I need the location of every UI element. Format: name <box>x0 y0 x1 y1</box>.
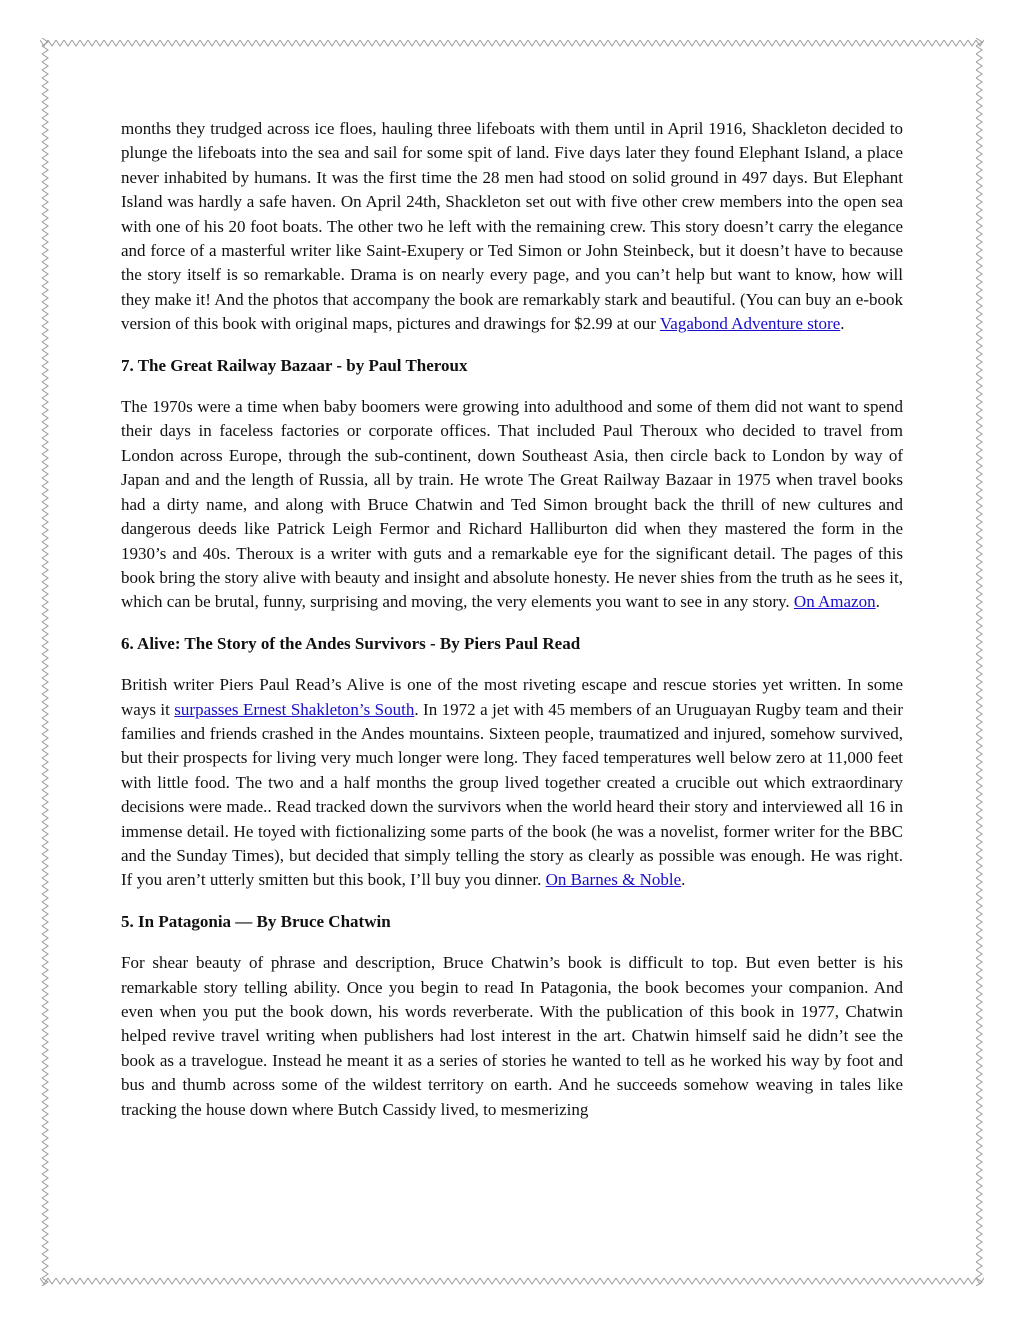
section-6-heading: 6. Alive: The Story of the Andes Survivors - By Piers Paul Read <box>121 633 581 653</box>
article-body <box>121 117 903 1139</box>
section-5-heading: 5. In Patagonia — By Bruce Chatwin <box>121 911 391 931</box>
section-7-heading: 7. The Great Railway Bazaar - by Paul Theroux <box>121 355 468 375</box>
section-5-paragraph: For shear beauty of phrase and description, Bruce Chatwin’s book is difficult to top. But even better is his remarkable story telling ability. Once you begin to read In Patagonia, the book becomes your companion. And even when you put the book down, his words reverberate. With the publication of this book in 1977, Chatwin helped revive travel writing when publishers had lost interest in the art. Chatwin himself said he didn’t see the book as a travelogue. Instead he meant it as a series of stories he wanted to tell as he worked his way by foot and bus and thumb across some of the wildest territory on earth. And he succeeds somehow weaving in tales like tracking the house down where Butch Cassidy lived, to mesmerizing <box>121 953 903 1119</box>
intro-paragraph <box>121 117 903 337</box>
vagabond-store-link[interactable]: Vagabond Adventure store <box>659 314 841 334</box>
decorative-border-bottom <box>40 1276 984 1286</box>
intro-text: months they trudged across ice floes, hauling three lifeboats with them until in April 1916, Shackleton decided to plunge the lifeboats into the sea and sail for some spit of land. Five days later they found Elephant Island, a place never inhabited by humans. It was the first time the 28 men had stood on solid ground in 497 days. But Elephant Island was hardly a safe haven. On April 24th, Shackleton set out with five other crew members into the open sea with one of his 20 foot boats. The other two he left with the remaining crew. This story doesn’t carry the elegance and force of a masterful writer like Saint-Exupery or Ted Simon or John Steinbeck, but it doesn’t have to because the story itself is so remarkable. Drama is on nearly every page, and you can’t help but want to know, how will they make it! And the photos that accompany the book are remarkably stark and beautiful. (You can buy an e-book version of this book with original maps, pictures and drawings for $2.99 at our <box>121 119 903 334</box>
section-6-paragraph <box>121 673 903 893</box>
decorative-border-left <box>40 38 50 1286</box>
section-7-end: . <box>875 592 880 612</box>
section-7-paragraph <box>121 395 903 615</box>
section-6-text-before: British writer Piers Paul Read’s Alive is one of the most riveting escape and rescue stories yet written. In some ways it <box>121 675 903 719</box>
section-6-end: . <box>681 870 686 890</box>
decorative-border-right <box>974 38 984 1286</box>
decorative-border-top <box>40 38 984 48</box>
amazon-link[interactable]: On Amazon <box>793 592 876 612</box>
intro-end: . <box>840 314 845 334</box>
section-6-text-after: . In 1972 a jet with 45 members of an Uruguayan Rugby team and their families and friends crashed in the Andes mountains. Sixteen people, traumatized and injured, somehow survived, but their prospects for living very much longer were long. They faced temperatures well below zero at 11,000 feet with little food. The two and a half months the group lived together created a crucible out which extraordinary decisions were made.. Read tracked down the survivors when the world heard their story and interviewed all 16 in immense detail. He toyed with fictionalizing some parts of the book (he was a novelist, former writer for the BBC and the Sunday Times), but decided that simply telling the story as clearly as possible was enough. He was right. If you aren’t utterly smitten but this book, I’ll buy you dinner. <box>121 699 904 890</box>
shakleton-south-link[interactable]: surpasses Ernest Shakleton’s South <box>174 699 415 719</box>
barnes-noble-link[interactable]: On Barnes & Noble <box>545 870 682 890</box>
section-7-text: The 1970s were a time when baby boomers were growing into adulthood and some of them did not want to spend their days in faceless factories or corporate offices. That included Paul Theroux who decided to travel from London across Europe, through the sub-continent, down Southeast Asia, then circle back to London by way of Japan and and the length of Russia, all by train. He wrote The Great Railway Bazaar in 1975 when travel books had a dirty name, and along with Bruce Chatwin and Ted Simon brought back the thrill of new cultures and dangerous deeds like Patrick Leigh Fermor and Richard Halliburton did when they mastered the form in the 1930’s and 40s. Theroux is a writer with guts and a remarkable eye for the significant detail. The pages of this book bring the story alive with beauty and insight and absolute honesty. He never shies from the truth as he sees it, which can be brutal, funny, surprising and moving, the very elements you want to see in any story. <box>121 397 903 612</box>
